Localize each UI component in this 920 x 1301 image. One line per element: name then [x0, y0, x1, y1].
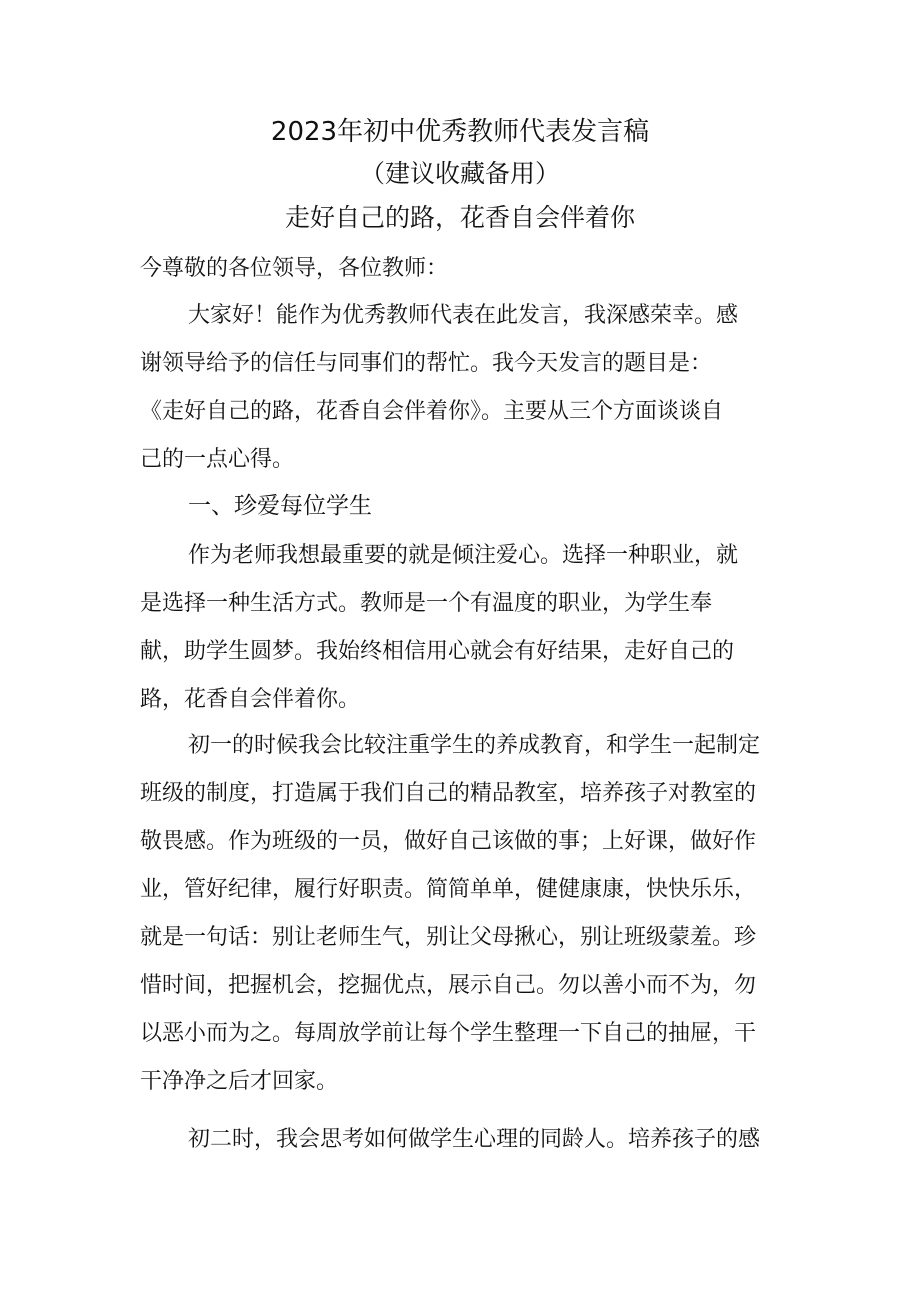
paragraph-line: 献，助学生圆梦。我始终相信用心就会有好结果，走好自己的	[140, 639, 735, 664]
paragraph-line: 干净净之后才回家。	[140, 1069, 339, 1094]
paragraph-intro	[140, 292, 800, 484]
greeting-line: 今尊敬的各位领导，各位教师：	[140, 256, 449, 281]
paragraph-line: 敬畏感。作为班级的一员，做好自己该做的事；上好课，做好作	[140, 829, 757, 854]
speech-title: 走好自己的路，花香自会伴着你	[284, 203, 635, 232]
paragraph-line: 以恶小而为之。每周放学前让每个学生整理一下自己的抽屉，干	[140, 1021, 757, 1046]
document-subtitle: （建议收藏备用）	[359, 159, 560, 188]
document-title: 2023年初中优秀教师代表发言稿	[270, 117, 650, 147]
paragraph-grade-one	[140, 722, 800, 1106]
paragraph-line: 是选择一种生活方式。教师是一个有温度的职业，为学生奉	[140, 591, 713, 616]
paragraph-line: 班级的制度，打造属于我们自己的精品教室，培养孩子对教室的	[140, 781, 757, 806]
paragraph-line: 己的一点心得。	[140, 447, 295, 472]
paragraph-line: 谢领导给予的信任与同事们的帮忙。我今天发言的题目是：	[140, 351, 713, 376]
section-heading-1: 一、珍爱每位学生	[188, 493, 372, 519]
paragraph-grade-two	[140, 1116, 800, 1164]
paragraph-line: 《走好自己的路，花香自会伴着你》。主要从三个方面谈谈自	[140, 399, 724, 424]
paragraph-love	[140, 532, 800, 724]
paragraph-line: 初一的时候我会比较注重学生的养成教育，和学生一起制定	[188, 733, 761, 758]
paragraph-line: 惜时间，把握机会，挖掘优点，展示自己。勿以善小而不为，勿	[140, 973, 757, 998]
paragraph-line: 大家好！能作为优秀教师代表在此发言，我深感荣幸。感	[188, 303, 739, 328]
paragraph-line: 路，花香自会伴着你。	[140, 687, 361, 712]
paragraph-line: 初二时，我会思考如何做学生心理的同龄人。培养孩子的感	[188, 1127, 761, 1152]
paragraph-line: 就是一句话：别让老师生气，别让父母揪心，别让班级蒙羞。珍	[140, 925, 757, 950]
paragraph-line: 业，管好纪律，履行好职责。简简单单，健健康康，快快乐乐，	[140, 877, 757, 902]
paragraph-line: 作为老师我想最重要的就是倾注爱心。选择一种职业，就	[188, 543, 739, 568]
